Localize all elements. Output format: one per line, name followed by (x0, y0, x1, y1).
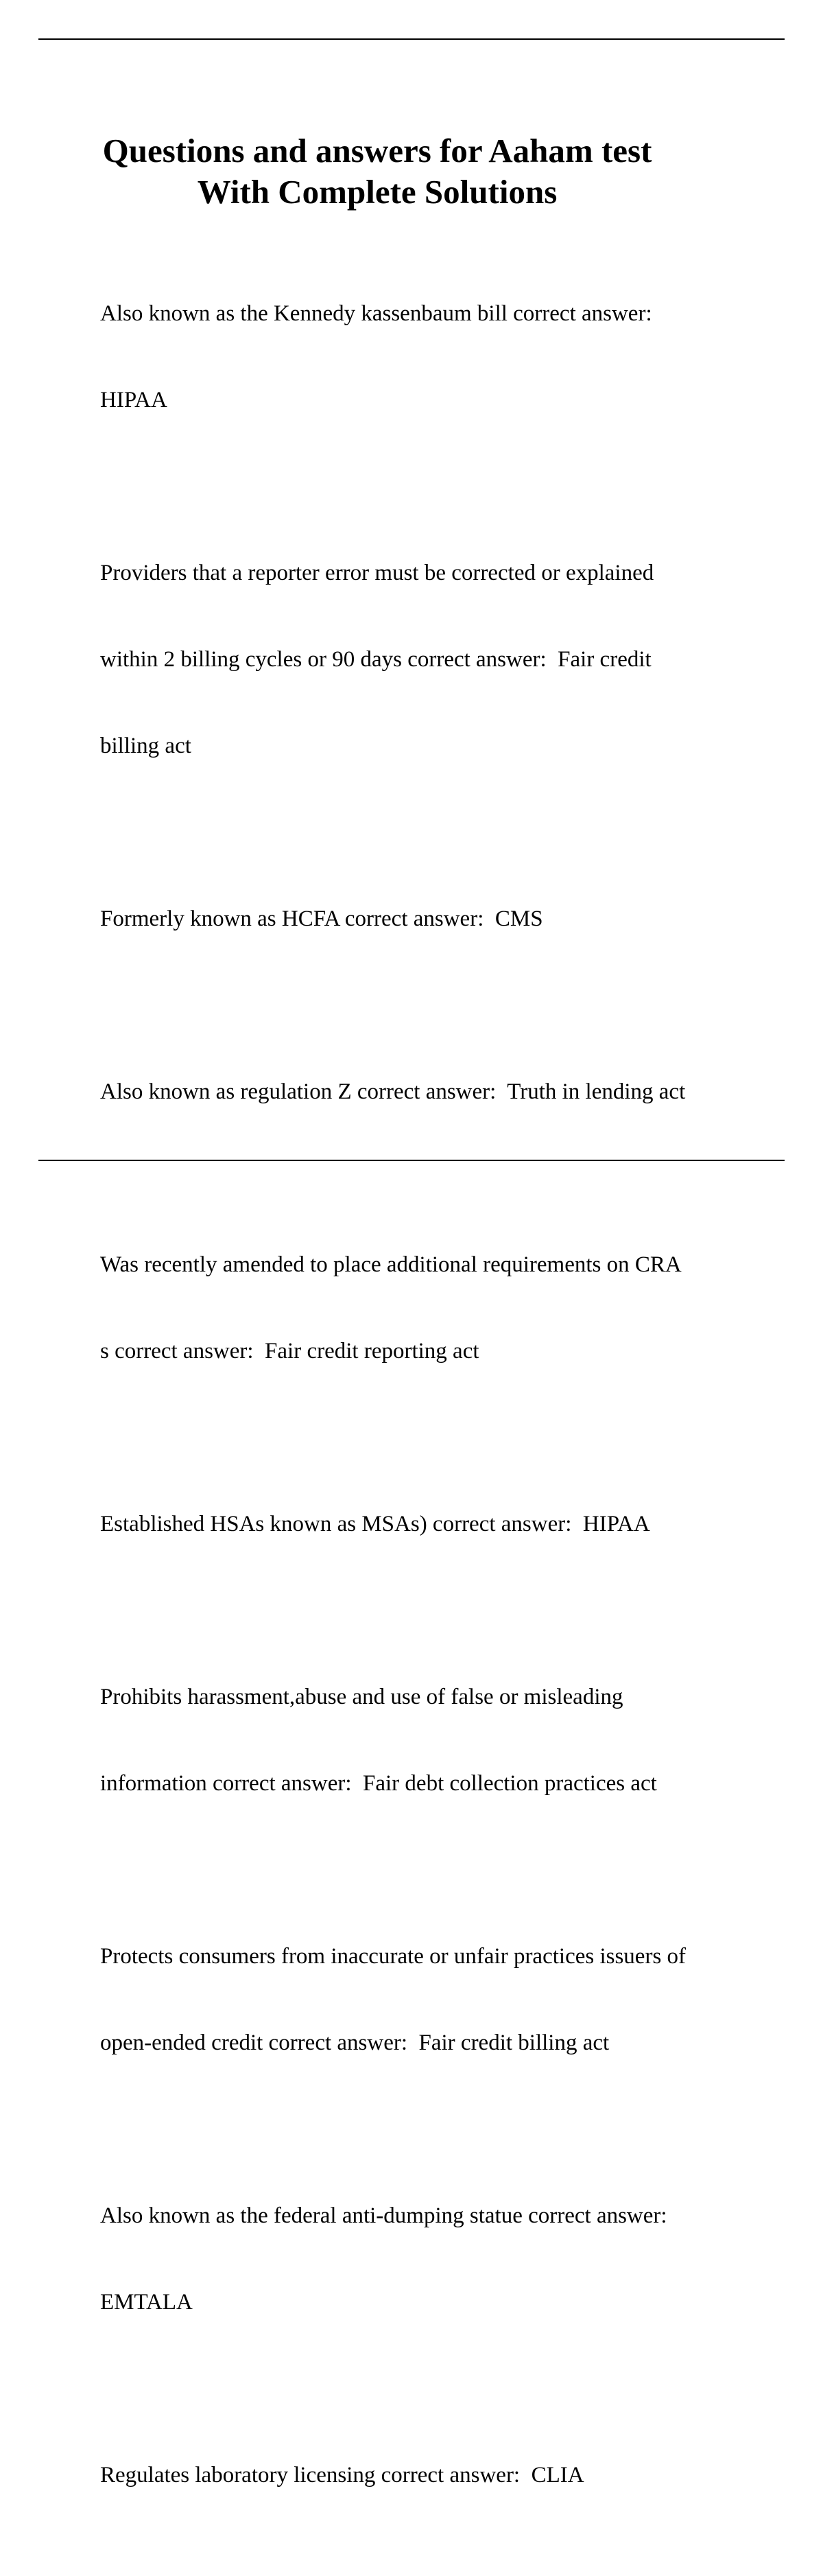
qa-item-3 (100, 847, 752, 991)
qa-line: information correct answer: Fair debt collection practices act (100, 1771, 657, 1796)
title-line-1: Questions and answers for Aaham test (102, 132, 652, 169)
qa-item-2 (100, 501, 752, 818)
qa-item-7 (100, 1625, 752, 1855)
qa-line: Also known as the federal anti-dumping statue correct answer: (100, 2203, 667, 2228)
top-rule (38, 38, 785, 40)
qa-line: EMTALA (100, 2290, 193, 2315)
qa-item-9 (100, 2144, 752, 2374)
qa-item-10 (100, 2403, 752, 2547)
qa-list (100, 242, 752, 2547)
qa-item-4 (100, 1020, 752, 1164)
qa-item-8 (100, 1884, 752, 2115)
qa-line: Protects consumers from inaccurate or unfair practices issuers of (100, 1944, 687, 1969)
qa-line: Also known as the Kennedy kassenbaum bill correct answer: (100, 301, 652, 326)
page-content (100, 130, 752, 2576)
qa-line: open-ended credit correct answer: Fair credit billing act (100, 2030, 610, 2055)
qa-line: Established HSAs known as MSAs) correct answer: HIPAA (100, 1512, 650, 1536)
document-title (0, 130, 754, 213)
qa-line: within 2 billing cycles or 90 days correct answer: Fair credit (100, 647, 652, 672)
qa-line: Formerly known as HCFA correct answer: CMS (100, 906, 543, 931)
qa-line: Regulates laboratory licensing correct answer: CLIA (100, 2463, 584, 2487)
title-line-2: With Complete Solutions (197, 173, 558, 211)
qa-line: HIPAA (100, 388, 167, 412)
qa-item-1 (100, 242, 752, 472)
qa-item-5 (100, 1193, 752, 1423)
qa-line: s correct answer: Fair credit reporting act (100, 1339, 479, 1363)
qa-item-6 (100, 1452, 752, 1596)
qa-line: billing act (100, 734, 191, 758)
bottom-rule (38, 1160, 785, 1161)
qa-line: Was recently amended to place additional requirements on CRA (100, 1252, 682, 1277)
qa-line: Providers that a reporter error must be corrected or explained (100, 561, 654, 585)
qa-line: Also known as regulation Z correct answer: Truth in lending act (100, 1079, 686, 1104)
qa-line: Prohibits harassment,abuse and use of false or misleading (100, 1685, 623, 1709)
